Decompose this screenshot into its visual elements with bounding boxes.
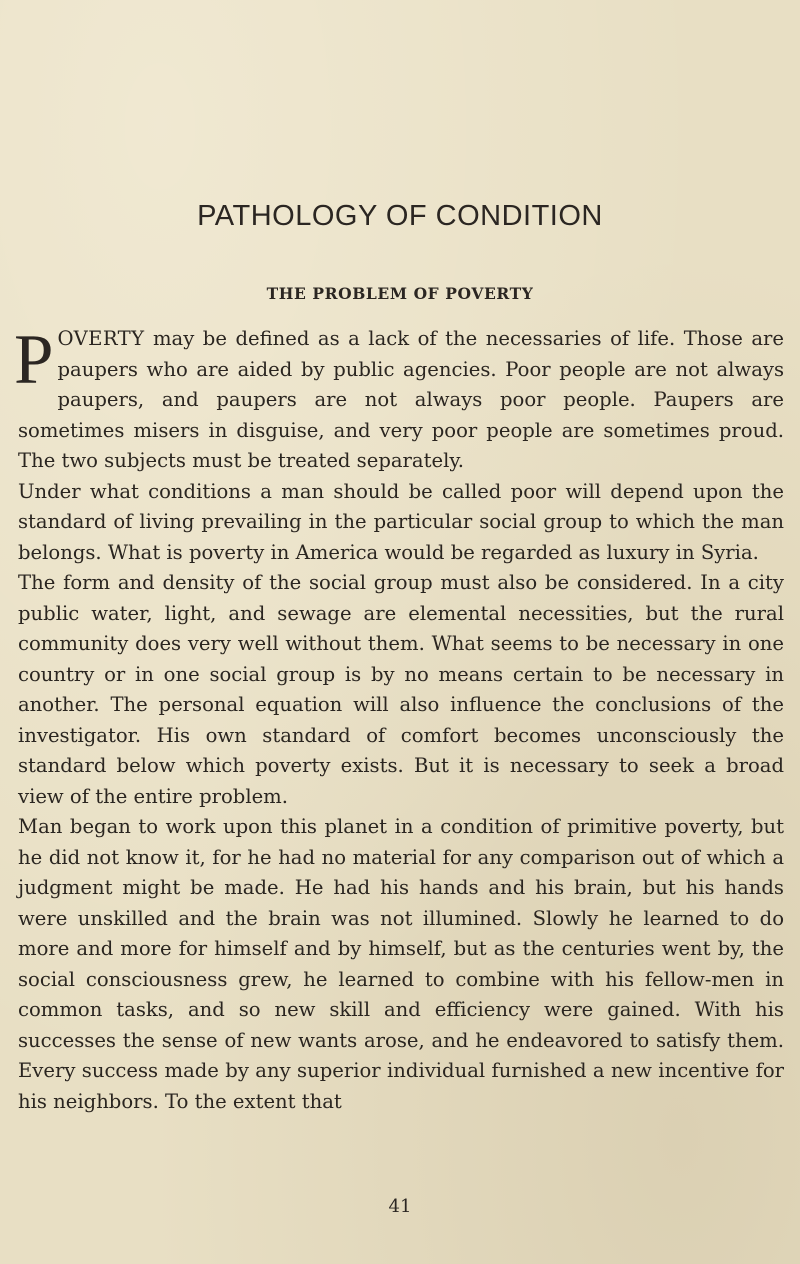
paragraph: The form and density of the social group must also be considered. In a city public water, light, and sewage are elemental necessities, but the rural community does very well without them. What seems to be necessary in one country or in one social group is by no means certain to be necessary in another. The personal equation will also influence the conclusions of the investigator. His own standard of comfort becomes unconsciously the standard below which poverty exists. But it is necessary to seek a broad view of the entire problem. — [18, 571, 784, 808]
drop-cap: P — [14, 321, 54, 399]
body-text — [14, 321, 784, 1117]
running-head: PATHOLOGY OF CONDITION — [197, 200, 603, 232]
page-number: 41 — [388, 1196, 412, 1217]
paragraph-text: may be defined as a lack of the necessaries of life. Those are paupers who are aided by public agencies. Poor people are not always paupers, and paupers are not always poor people. Paupers are sometimes misers in disguise, and very poor people are sometimes proud. The two subjects must be treated separately. — [18, 327, 784, 472]
paragraph: Man began to work upon this planet in a condition of primitive poverty, but he did not know it, for he had no material for any comparison out of which a judgment might be made. He had his hands and his brain, but his hands were unskilled and the brain was not illumined. Slowly he learned to do more and more for himself and by himself, but as the centuries went by, the social consciousness grew, he learned to combine with his fellow-men in common tasks, and so new skill and efficiency were gained. With his successes the sense of new wants arose, and he endeavored to satisfy them. Every success made by any superior individual furnished a new incentive for his neighbors. To the extent that — [18, 815, 784, 1113]
first-word-rest: OVERTY — [57, 327, 145, 350]
paragraph: Under what conditions a man should be called poor will depend upon the standard of living prevailing in the particular social group to which the man belongs. What is poverty in America would be regarded as luxury in Syria. — [18, 479, 784, 564]
section-title: THE PROBLEM OF POVERTY — [266, 284, 534, 303]
paragraph — [14, 321, 784, 477]
